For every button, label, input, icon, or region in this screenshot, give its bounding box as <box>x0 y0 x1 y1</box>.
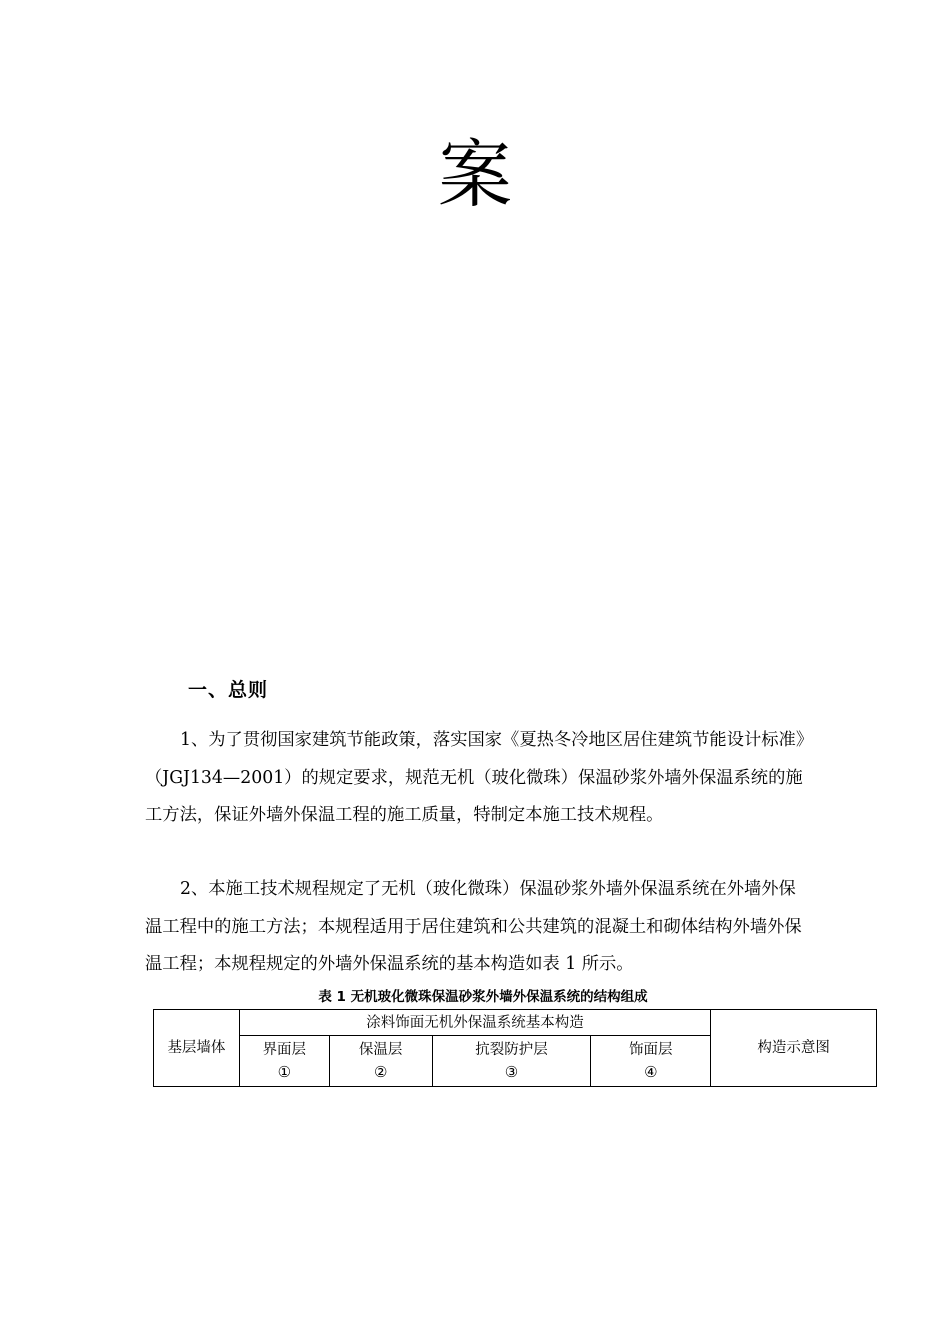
base-wall-header: 基层墙体 <box>154 1010 240 1087</box>
layer-name: 抗裂防护层 <box>475 1042 548 1059</box>
table-header-row <box>154 1010 877 1036</box>
layer-name: 饰面层 <box>629 1042 673 1059</box>
section-heading: 一、总则 <box>188 679 269 701</box>
layer-number: ④ <box>644 1063 658 1082</box>
layer-cell-crack-protection <box>432 1036 591 1087</box>
page-title: 案 <box>438 132 512 218</box>
layer-name: 界面层 <box>262 1042 307 1059</box>
layer-cell-interface <box>239 1036 329 1087</box>
table-caption: 表 1 无机玻化微珠保温砂浆外墙外保温系统的结构组成 <box>318 989 648 1005</box>
layer-number: ① <box>277 1063 292 1082</box>
layer-number: ② <box>373 1063 388 1082</box>
layer-cell-finish <box>591 1036 711 1087</box>
structure-table <box>153 1009 877 1087</box>
system-structure-header: 涂料饰面无机外保温系统基本构造 <box>239 1010 710 1036</box>
paragraph-1: 1、为了贯彻国家建筑节能政策，落实国家《夏热冬冷地区居住建筑节能设计标准》（JGJ134—2001）的规定要求，规范无机（玻化微珠）保温砂浆外墙外保温系统的施工方法，保证外墙外保温工程的施工质量，特制定本施工技术规程。 <box>145 730 805 825</box>
diagram-header: 构造示意图 <box>711 1010 877 1087</box>
layer-name: 保温层 <box>358 1042 403 1059</box>
layer-cell-insulation <box>329 1036 432 1087</box>
layer-number: ③ <box>504 1063 519 1082</box>
paragraph-2: 2、本施工技术规程规定了无机（玻化微珠）保温砂浆外墙外保温系统在外墙外保温工程中的施工方法；本规程适用于居住建筑和公共建筑的混凝土和砌体结构外墙外保温工程；本规程规定的外墙外保温系统的基本构造如表 1 所示。 <box>145 879 802 974</box>
